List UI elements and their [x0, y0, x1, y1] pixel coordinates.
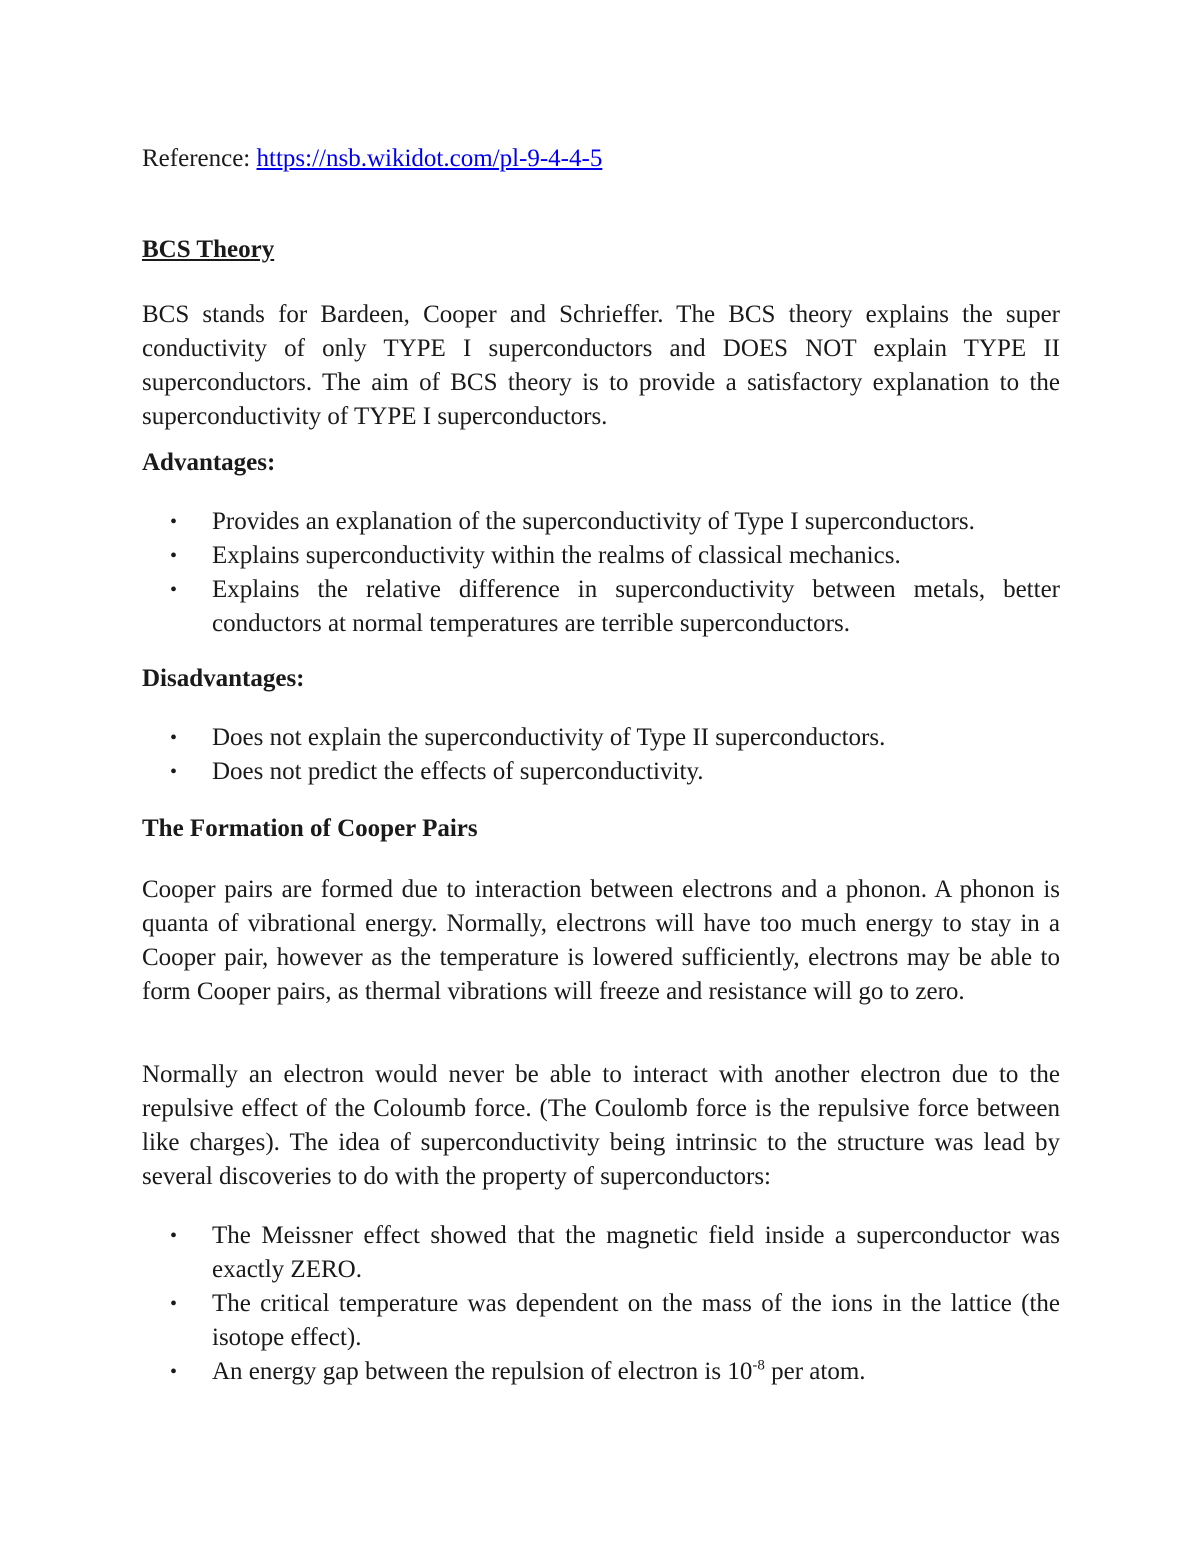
reference-label: Reference:: [142, 145, 251, 172]
list-item: • Explains superconductivity within the realms of classical mechanics.: [170, 539, 1060, 573]
reference-link[interactable]: https://nsb.wikidot.com/pl-9-4-4-5: [256, 145, 603, 172]
list-item: • The Meissner effect showed that the magnetic field inside a superconductor was exactly ZERO.: [170, 1219, 1060, 1287]
reference-line: [142, 142, 602, 176]
list-item: • Does not predict the effects of superconductivity.: [170, 755, 1060, 789]
discoveries-list: [170, 1219, 1060, 1389]
list-item: • Provides an explanation of the superconductivity of Type I superconductors.: [170, 505, 1060, 539]
cooper-paragraph-1: Cooper pairs are formed due to interaction between electrons and a phonon. A phonon is quanta of vibrational energy. Normally, electrons will have too much energy to stay in a Cooper pair, however as the temperature is lowered sufficiently, electrons may be able to form Cooper pairs, as thermal vibrations will freeze and resistance will go to zero.: [142, 876, 1060, 1005]
advantages-list: [170, 505, 1060, 641]
energy-gap-exponent: -8: [752, 1357, 765, 1374]
cooper-pairs-heading: The Formation of Cooper Pairs: [142, 815, 478, 842]
bcs-theory-heading: BCS Theory: [142, 236, 275, 263]
energy-gap-unit: per atom.: [764, 1358, 866, 1385]
bcs-paragraph: BCS stands for Bardeen, Cooper and Schrieffer. The BCS theory explains the super conductivity of only TYPE I superconductors and DOES NOT explain TYPE II superconductors. The aim of BCS theory is to provide a satisfactory explanation to the superconductivity of TYPE I superconductors.: [142, 301, 1060, 430]
disadvantages-list: [170, 721, 1060, 789]
list-item: • Explains the relative difference in superconductivity between metals, better conductors at normal temperatures are terrible superconductors.: [170, 573, 1060, 641]
list-item: • The critical temperature was dependent on the mass of the ions in the lattice (the isotope effect).: [170, 1287, 1060, 1355]
list-item-energy-gap: [170, 1355, 1060, 1389]
advantages-heading: Advantages:: [142, 449, 276, 476]
energy-gap-text: An energy gap between the repulsion of electron is 10: [212, 1358, 753, 1385]
cooper-paragraph-2: Normally an electron would never be able to interact with another electron due to the repulsive effect of the Coloumb force. (The Coulomb force is the repulsive force between like charges). The idea of superconductivity being intrinsic to the structure was lead by several discoveries to do with the property of superconductors:: [142, 1061, 1060, 1190]
disadvantages-heading: Disadvantages:: [142, 665, 305, 692]
list-item: • Does not explain the superconductivity of Type II superconductors.: [170, 721, 1060, 755]
